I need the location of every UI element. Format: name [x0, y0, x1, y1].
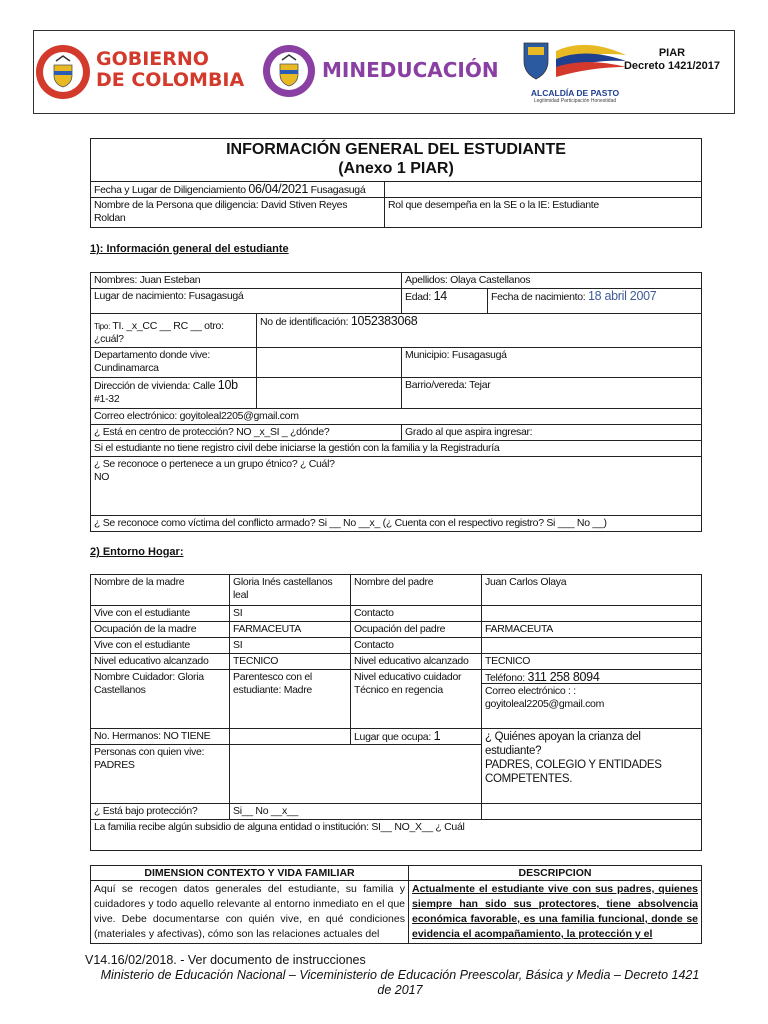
persona-diligencia: Nombre de la Persona que diligencia: David Stiven Reyes Roldan: [90, 197, 385, 228]
lugar-nacimiento: Lugar de nacimiento: Fusagasugá: [90, 288, 402, 314]
municipio: Municipio: Fusagasugá: [401, 347, 702, 378]
madre-label: Nombre de la madre: [90, 574, 230, 606]
tipo-documento: [90, 313, 257, 348]
apellidos: Apellidos: Olaya Castellanos: [401, 272, 702, 289]
grupo-etnico: [90, 456, 702, 516]
empty-cell: [256, 347, 402, 378]
vive-label-1: Vive con el estudiante: [90, 605, 230, 622]
vive-value-1: SI: [229, 605, 351, 622]
document-code: [624, 47, 720, 73]
correo-cuidador: [481, 683, 702, 729]
descripcion-text: Actualmente el estudiante vive con sus padres, quienes siempre han sido sus protectores, tiene absolvencia económica favorable, es una familia funcional, donde se evidencia el acompañamiento, la protección y el: [408, 880, 702, 944]
etnico-answer: NO: [94, 471, 110, 483]
nivel-educativo-label-2: Nivel educativo alcanzado: [350, 653, 482, 670]
edad: [401, 288, 488, 314]
madre-value: Gloria Inés castellanos leal: [229, 574, 351, 606]
footer-ministry: Ministerio de Educación Nacional – Viceministerio de Educación Preescolar, Básica y Media – Decreto 1421 de 2017: [100, 968, 700, 997]
subsidio-familia: La familia recibe algún subsidio de alguna entidad o institución: SI__ NO_X__ ¿ Cuál: [90, 819, 702, 851]
barrio: Barrio/vereda: Tejar: [401, 377, 702, 409]
piar-label: PIAR: [658, 47, 686, 59]
fecha-nac-value: 18 abril 2007: [588, 289, 657, 303]
crianza-question: ¿ Quiénes apoyan la crianza del estudiante?: [485, 731, 641, 757]
numero-identificacion: [256, 313, 702, 348]
padre-value: Juan Carlos Olaya: [481, 574, 702, 606]
rol-diligencia: Rol que desempeña en la SE o la IE: Estudiante: [384, 197, 702, 228]
empty-cell: [229, 744, 482, 804]
nivel-educativo-value-2: TECNICO: [481, 653, 702, 670]
section-1-title: 1): Información general del estudiante: [90, 243, 289, 255]
lugar-value: Fusagasugá: [310, 184, 366, 196]
fecha-value: 06/04/2021: [248, 182, 308, 196]
nivel-educativo-value-1: TECNICO: [229, 653, 351, 670]
fecha-label: Fecha y Lugar de Diligenciamiento: [94, 184, 246, 196]
tipo-small: Tipo:: [94, 322, 110, 331]
id-label: No de identificación:: [260, 316, 349, 328]
personas-value: PADRES: [94, 759, 135, 771]
lugar-ocupa: [350, 728, 482, 745]
etnico-question: ¿ Se reconoce o pertenece a un grupo étnico? ¿ Cuál?: [94, 458, 335, 470]
colombia-seal-icon: [34, 43, 92, 101]
ocupacion-madre-value: FARMACEUTA: [229, 621, 351, 638]
telefono: [481, 669, 702, 684]
personas-con-quien-vive: [90, 744, 230, 804]
apoyo-crianza: [481, 728, 702, 804]
tipo-rest: TI. _x_CC __ RC __ otro: ¿cuál?: [94, 320, 224, 345]
section-2-title: 2) Entorno Hogar:: [90, 546, 184, 558]
lugar-ocupa-value: 1: [433, 729, 441, 743]
departamento: Departamento donde vive: Cundinamarca: [90, 347, 257, 378]
direccion-num: 10b: [217, 378, 238, 392]
direccion: [90, 377, 257, 409]
ocupacion-madre-label: Ocupación de la madre: [90, 621, 230, 638]
alcaldia-shield-icon: [520, 37, 630, 83]
mineducacion-seal-icon: [261, 43, 317, 99]
fecha-nac-label: Fecha de nacimiento:: [491, 291, 586, 303]
ocupacion-padre-label: Ocupación del padre: [350, 621, 482, 638]
version-note: V14.16/02/2018. - Ver documento de instrucciones: [85, 953, 366, 967]
telefono-label: Teléfono:: [485, 672, 525, 684]
nivel-cuidador: Nivel educativo cuidador Técnico en regencia: [350, 669, 482, 729]
grado-aspira: Grado al que aspira ingresar:: [401, 424, 702, 441]
registro-civil-note: Si el estudiante no tiene registro civil debe iniciarse la gestión con la familia y la Registraduría: [90, 440, 702, 457]
edad-label: Edad:: [405, 291, 431, 303]
mineducacion-wordmark: MINEDUCACIÓN: [322, 58, 499, 82]
mineducacion-logo: [261, 43, 317, 104]
contacto-label-1: Contacto: [350, 605, 482, 622]
parentesco: Parentesco con el estudiante: Madre: [229, 669, 351, 729]
empty-cell: [229, 728, 351, 745]
gov-line-1: GOBIERNO: [96, 48, 209, 70]
edad-value: 14: [433, 289, 447, 303]
dimension-instructions: Aquí se recogen datos generales del estudiante, su familia y cuidadores y todo aquello relevante al entorno inmediato en el que vive. Debe documentarse con quién vive, en qué condiciones (materiales y afectivas), cómo son las relaciones actuales del: [90, 880, 409, 944]
decree-label: Decreto 1421/2017: [623, 60, 720, 72]
victima-conflicto: ¿ Se reconoce como víctima del conflicto armado? Si __ No __x_ (¿ Cuenta con el respectivo registro? Si ___ No __): [90, 515, 702, 532]
correo-cuidador-value: goyitoleal2205@gmail.com: [485, 698, 605, 710]
empty-cell: [256, 377, 402, 409]
ocupacion-padre-value: FARMACEUTA: [481, 621, 702, 638]
bajo-proteccion-label: ¿ Está bajo protección?: [90, 803, 230, 820]
bajo-proteccion-value: Si__ No __x__: [229, 803, 482, 820]
telefono-value: 311 258 8094: [527, 670, 600, 684]
correo-estudiante: Correo electrónico: goyitoleal2205@gmail.com: [90, 408, 702, 425]
gobierno-colombia-wordmark: [96, 49, 244, 91]
gov-line-2: DE COLOMBIA: [96, 69, 245, 91]
personas-label: Personas con quien vive:: [94, 746, 205, 758]
alcaldia-name: ALCALDÍA DE PASTO: [530, 88, 620, 98]
lugar-ocupa-label: Lugar que ocupa:: [354, 731, 431, 743]
descripcion-header: DESCRIPCION: [408, 865, 702, 881]
alcaldia-pasto-logo: [520, 37, 630, 104]
correo-cuidador-label: Correo electrónico : :: [485, 685, 576, 697]
fecha-nacimiento: [487, 288, 702, 314]
title-line-2: (Anexo 1 PIAR): [338, 160, 454, 177]
empty-cell: [481, 605, 702, 622]
vive-label-2: Vive con el estudiante: [90, 637, 230, 654]
alcaldia-motto: Legitimidad Participación Honestidad: [533, 98, 617, 104]
header-banner: [33, 30, 735, 114]
nombres: Nombres: Juan Esteban: [90, 272, 402, 289]
contacto-label-2: Contacto: [350, 637, 482, 654]
numero-hermanos: No. Hermanos: NO TIENE: [90, 728, 230, 745]
empty-cell: [384, 181, 702, 198]
direccion-rest: #1-32: [94, 393, 120, 405]
centro-proteccion: ¿ Está en centro de protección? NO _x_SI _ ¿dónde?: [90, 424, 402, 441]
fecha-diligenciamiento: [90, 181, 385, 198]
direccion-label: Dirección de vivienda: Calle: [94, 380, 216, 392]
gobierno-colombia-logo: [34, 43, 92, 106]
page-title: [90, 140, 702, 178]
empty-cell: [481, 637, 702, 654]
crianza-answer: PADRES, COLEGIO Y ENTIDADES COMPETENTES.: [485, 759, 662, 785]
dimension-header: DIMENSION CONTEXTO Y VIDA FAMILIAR: [90, 865, 409, 881]
id-value: 1052383068: [350, 314, 418, 328]
padre-label: Nombre del padre: [350, 574, 482, 606]
vive-value-2: SI: [229, 637, 351, 654]
title-line-1: INFORMACIÓN GENERAL DEL ESTUDIANTE: [226, 141, 566, 158]
empty-cell: [481, 803, 702, 820]
nivel-educativo-label-1: Nivel educativo alcanzado: [90, 653, 230, 670]
nombre-cuidador: Nombre Cuidador: Gloria Castellanos: [90, 669, 230, 729]
